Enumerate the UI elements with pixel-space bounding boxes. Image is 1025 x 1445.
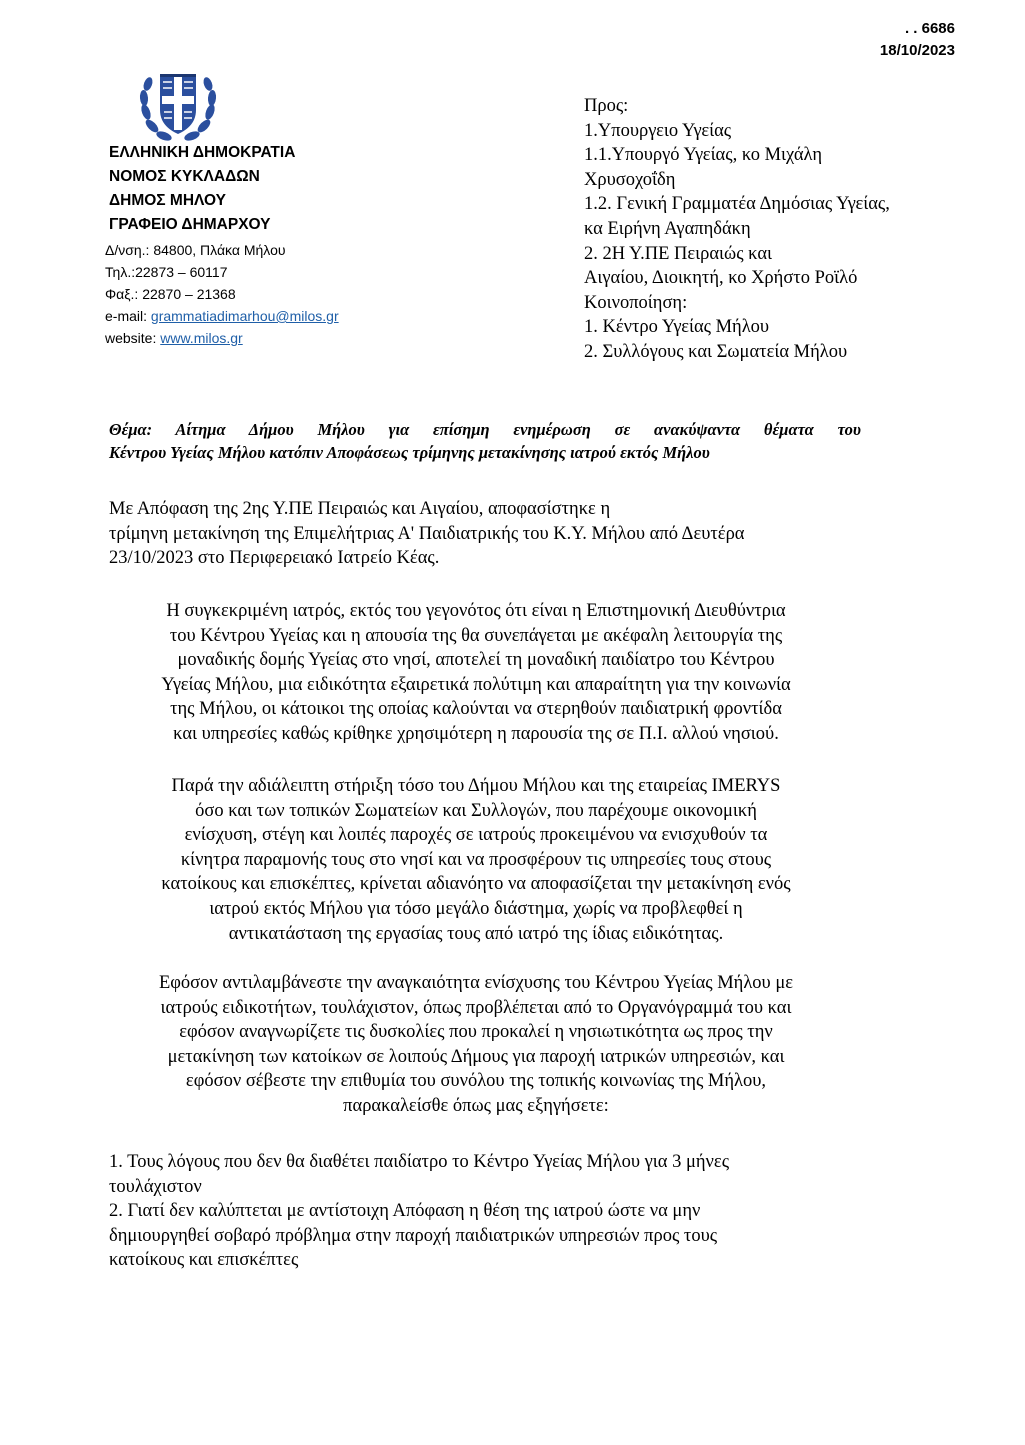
- org-line: ΔΗΜΟΣ ΜΗΛΟΥ: [109, 192, 226, 209]
- text-line: κίνητρα παραμονής τους στο νησί και να προσφέρουν τις υπηρεσίες τους στους: [180, 849, 772, 870]
- text-line: Υγείας Μήλου, μια ειδικότητα εξαιρετικά πολύτιμη και απαραίτητη για την κοινωνία: [161, 674, 791, 695]
- text-line: ιατρούς ειδικοτήτων, τουλάχιστον, όπως προβλέπεται από το Οργανόγραμμά του και: [160, 997, 792, 1018]
- text-line: της Μήλου, οι κάτοικοι της οποίας καλούνται να στερηθούν παιδιατρική φροντίδα: [170, 699, 782, 720]
- text-line: αντικατάσταση της εργασίας τους από ιατρό της ίδιας ειδικότητας.: [228, 923, 724, 944]
- text-line: Με Απόφαση της 2ης Υ.ΠΕ Πειραιώς και Αιγαίου, αποφασίστηκε η: [109, 499, 611, 519]
- text-line: εφόσον αναγνωρίζετε τις δυσκολίες που προκαλεί η νησιωτικότητα ως προς την: [179, 1022, 773, 1043]
- text-line: Η συγκεκριμένη ιατρός, εκτός του γεγονότος ότι είναι η Επιστημονική Διευθύντρια: [166, 601, 786, 621]
- website-link[interactable]: www.milos.gr: [160, 330, 243, 346]
- email-link[interactable]: grammatiadimarhou@milos.gr: [150, 308, 339, 324]
- recipient-line: 1.1.Υπουργό Υγείας, κο Μιχάλη: [584, 145, 823, 166]
- paragraph-1: [109, 497, 869, 571]
- paragraph-2: [86, 599, 866, 747]
- sender-email-row: [105, 305, 339, 327]
- recipient-line: Αιγαίου, Διοικητή, κο Χρήστο Ροϊλό: [584, 268, 858, 289]
- recipient-line: 2. 2Η Υ.ΠΕ Πειραιώς και: [584, 243, 772, 264]
- subject: [109, 418, 861, 464]
- sender-address: Δ/νση.: 84800, Πλάκα Μήλου: [105, 242, 286, 258]
- sender-website-row: [105, 327, 339, 349]
- text-line: του Κέντρου Υγείας και η απουσία της θα συνεπάγεται με ακέφαλη λειτουργία της: [169, 625, 783, 646]
- org-line: ΝΟΜΟΣ ΚΥΚΛΑΔΩΝ: [109, 168, 260, 185]
- recipient-line: 1. Κέντρο Υγείας Μήλου: [584, 317, 770, 338]
- org-line: ΓΡΑΦΕΙΟ ΔΗΜΑΡΧΟΥ: [109, 216, 271, 233]
- document-date: 18/10/2023: [879, 42, 955, 59]
- recipient-line: 2. Συλλόγους και Σωματεία Μήλου: [584, 341, 848, 362]
- text-line: 23/10/2023 στο Περιφερειακό Ιατρείο Κέας.: [109, 548, 440, 569]
- text-line: δημιουργηθεί σοβαρό πρόβλημα στην παροχή παιδιατρικών υπηρεσιών προς τους: [109, 1225, 718, 1246]
- text-line: Παρά την αδιάλειπτη στήριξη τόσο του Δήμου Μήλου και της εταιρείας IMERYS: [171, 776, 781, 796]
- subject-line: Θέμα: Αίτημα Δήμου Μήλου για επίσημη ενημέρωση σε ανακύψαντα θέματα του: [109, 420, 861, 439]
- protocol-block: [880, 18, 955, 62]
- text-line: Εφόσον αντιλαμβάνεστε την αναγκαιότητα ενίσχυσης του Κέντρου Υγείας Μήλου με: [158, 973, 794, 993]
- sender-phone: Τηλ.:22873 – 60117: [105, 264, 228, 280]
- text-line: ενίσχυση, στέγη και λοιπές παροχές σε ιατρούς προκειμένου να ενισχυθούν τα: [184, 825, 768, 846]
- recipient-line: Προς:: [584, 96, 629, 116]
- text-line: τρίμηνη μετακίνηση της Επιμελήτριας Α' Παιδιατρικής του Κ.Υ. Μήλου από Δευτέρα: [109, 523, 745, 544]
- text-line: ιατρού εκτός Μήλου για τόσο μεγάλο διάστημα, χωρίς να προβλεφθεί η: [209, 898, 743, 919]
- recipient-line: κα Ειρήνη Αγαπηδάκη: [584, 218, 751, 239]
- protocol-number: . . 6686: [904, 20, 955, 37]
- recipients-block: [584, 94, 974, 365]
- text-line: εφόσον σέβεστε την επιθυμία του συνόλου της τοπικής κοινωνίας της Μήλου,: [185, 1071, 767, 1092]
- text-line: μοναδικής δομής Υγείας στο νησί, αποτελεί τη μοναδική παιδίατρο του Κέντρου: [177, 650, 775, 671]
- text-line: μετακίνηση των κατοίκων σε λοιπούς Δήμους για παροχή ιατρικών υπηρεσιών, και: [167, 1046, 785, 1067]
- text-line: κατοίκους και επισκέπτες, κρίνεται αδιανόητο να αποφασίζεται την μετακίνηση ενός: [161, 874, 791, 895]
- subject-line: Κέντρου Υγείας Μήλου κατόπιν Αποφάσεως τρίμηνης μετακίνησης ιατρού εκτός Μήλου: [109, 443, 710, 462]
- recipient-line: Χρυσοχοΐδη: [584, 169, 676, 190]
- text-line: όσο και των τοπικών Σωματείων και Συλλογών, που παρέχουμε οικονομική: [195, 800, 757, 821]
- recipient-line: Κοινοποίηση:: [584, 292, 688, 313]
- sender-organization: [109, 141, 339, 237]
- org-line: ΕΛΛΗΝΙΚΗ ΔΗΜΟΚΡΑΤΙΑ: [109, 144, 296, 161]
- text-line: 1. Τους λόγους που δεν θα διαθέτει παιδίατρο το Κέντρο Υγείας Μήλου για 3 μήνες: [109, 1152, 730, 1172]
- email-label: e-mail:: [105, 308, 151, 324]
- paragraph-4: [86, 971, 866, 1119]
- text-line: 2. Γιατί δεν καλύπτεται με αντίστοιχη Απόφαση η θέση της ιατρού ώστε να μην: [109, 1201, 701, 1222]
- sender-fax: Φαξ.: 22870 – 21368: [105, 286, 236, 302]
- text-line: κατοίκους και επισκέπτες: [109, 1250, 299, 1271]
- website-label: website:: [105, 330, 161, 346]
- recipient-line: 1.2. Γενική Γραμματέα Δημόσιας Υγείας,: [584, 194, 890, 215]
- paragraph-3: [86, 774, 866, 946]
- text-line: παρακαλείσθε όπως μας εξηγήσετε:: [343, 1095, 609, 1116]
- text-line: τουλάχιστον: [109, 1176, 202, 1197]
- sender-block: [105, 141, 339, 349]
- text-line: και υπηρεσίες καθώς κρίθηκε χρησιμότερη η παρουσία της σε Π.Ι. αλλού νησιού.: [173, 723, 779, 744]
- recipient-line: 1.Υπουργειο Υγείας: [584, 120, 732, 141]
- hellenic-republic-emblem-icon: [136, 64, 220, 146]
- questions-list: [109, 1150, 869, 1273]
